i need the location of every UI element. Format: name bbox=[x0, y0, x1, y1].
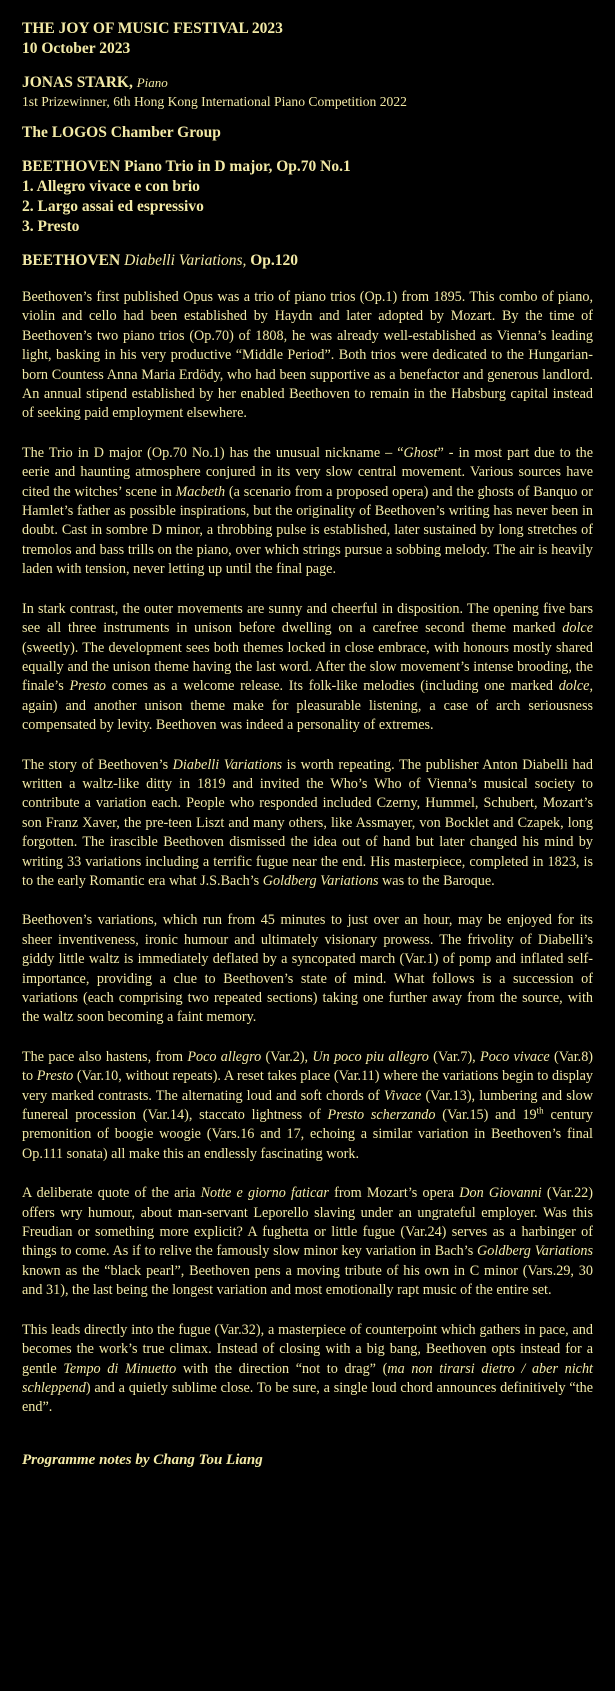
paragraph-2 bbox=[22, 444, 593, 580]
text-run-italic: Tempo di Minuetto bbox=[63, 1360, 177, 1377]
text-run: (Var.13), lumbering and slow funereal procession (Var.14), staccato lightness of bbox=[22, 1087, 593, 1124]
text-run-italic: Poco allegro bbox=[187, 1048, 262, 1065]
text-run-italic: Presto scherzando bbox=[327, 1107, 436, 1124]
movement-3: 3. Presto bbox=[22, 218, 80, 235]
programme-notes-credit: Programme notes by Chang Tou Liang bbox=[22, 1451, 263, 1468]
text-run: (Var.15) and 19 bbox=[435, 1107, 537, 1124]
performer-award: 1st Prizewinner, 6th Hong Kong International Piano Competition 2022 bbox=[22, 94, 407, 109]
text-run: (sweetly). The development sees both themes locked in close embrace, with honours mostly shared equally and the unison theme having the last word. After the slow movement’s intense brooding, the finale’s bbox=[22, 639, 593, 695]
work2-opus: Op.120 bbox=[250, 252, 299, 269]
work1-title: BEETHOVEN Piano Trio in D major, Op.70 No.1 bbox=[22, 158, 351, 175]
work2-title bbox=[22, 251, 593, 271]
text-run: , again) and another unison theme make for pleasurable listening, a case of arch seriousness compensated by levity. Beethoven was indeed a personality of extremes. bbox=[22, 678, 593, 734]
performer-role: Piano bbox=[136, 75, 168, 90]
text-run: known as the “black pearl”, Beethoven pens a moving tribute of his own in C minor (Vars.29, 30 and 31), the last being the longest variation and most emotionally rapt music of the entire set. bbox=[22, 1262, 593, 1299]
text-run: The story of Beethoven’s bbox=[22, 756, 173, 773]
ensemble-name: The LOGOS Chamber Group bbox=[22, 124, 221, 141]
performer-line bbox=[22, 73, 593, 93]
text-run-italic: Presto bbox=[36, 1068, 74, 1085]
paragraph-6 bbox=[22, 1048, 593, 1164]
text-run: A deliberate quote of the aria bbox=[22, 1185, 201, 1202]
paragraph-7 bbox=[22, 1184, 593, 1300]
text-run-italic: Ghost bbox=[403, 444, 438, 461]
text-run-italic: Presto bbox=[69, 678, 106, 695]
movement-2: 2. Largo assai ed espressivo bbox=[22, 198, 204, 215]
text-run-italic: Diabelli Variations bbox=[172, 756, 283, 773]
text-run-italic: Don Giovanni bbox=[459, 1185, 542, 1202]
work2-composer: BEETHOVEN bbox=[22, 252, 121, 269]
movement-1: 1. Allegro vivace e con brio bbox=[22, 178, 200, 195]
text-run: The Trio in D major (Op.70 No.1) has the unusual nickname – “ bbox=[22, 444, 404, 461]
text-run-italic: Un poco piu allegro bbox=[312, 1048, 429, 1065]
concert-date: 10 October 2023 bbox=[22, 40, 131, 57]
text-run: is worth repeating. The publisher Anton Diabelli had written a waltz-like ditty in 1819 and invited the Who’s Who of Vienna’s musical society to contribute a variation each. People who responded included Czerny, Hummel, Schubert, Mozart’s son Franz Xaver, the pre-teen Liszt and many others, like Assmayer, von Bocklet and Czapek, long forgotten. The irascible Beethoven dismissed the idea out of hand but later changed his mind by writing 33 variations including a terrific fugue near the end. His masterpiece, completed in 1823, is to the early Romantic era what J.S.Bach’s bbox=[22, 756, 593, 889]
paragraph-8 bbox=[22, 1321, 593, 1418]
performer-name: JONAS STARK, bbox=[22, 74, 133, 91]
text-run-italic: Notte e giorno faticar bbox=[200, 1185, 329, 1202]
text-run: (Var.22) offers wry humour, about man-servant Leporello slaving under an ungrateful employer. Was this Freudian or something more explicit? A fughetta or little fugue (Var.24) serves as a harbinger of things to come. As if to relive the famously slow minor key variation in Bach’s bbox=[22, 1185, 593, 1260]
festival-title: THE JOY OF MUSIC FESTIVAL 2023 bbox=[22, 20, 283, 37]
text-run: with the direction “not to drag” ( bbox=[176, 1360, 388, 1377]
work2-name: Diabelli Variations, bbox=[124, 252, 247, 269]
text-run: The pace also hastens, from bbox=[22, 1048, 188, 1065]
text-run: century premonition of boogie woogie (Vars.16 and 17, echoing a similar variation in Beethoven’s final Op.111 sonata) all make this an endlessly fascinating work. bbox=[22, 1107, 593, 1162]
text-run-italic: dolce bbox=[558, 678, 590, 695]
paragraph-1: Beethoven’s first published Opus was a trio of piano trios (Op.1) from 1895. This combo of piano, violin and cello had been established by Haydn and later adopted by Mozart. By the time of Beethoven’s two piano trios (Op.70) of 1808, he was already well-established as Vienna’s leading light, basking in his very productive “Middle Period”. Both trios were dedicated to the Hungarian-born Countess Anna Maria Erdödy, who had been supportive as a benefactor and generous landlord. An annual stipend established by her enabled Beethoven to remain in the Habsburg capital instead of seeking paid employment elsewhere. bbox=[22, 289, 593, 422]
text-run: (Var.7), bbox=[428, 1048, 481, 1065]
text-run: from Mozart’s opera bbox=[328, 1185, 460, 1202]
text-run: In stark contrast, the outer movements are sunny and cheerful in disposition. The opening five bars see all three instruments in unison before dwelling on a carefree second theme marked bbox=[22, 600, 593, 637]
paragraph-5: Beethoven’s variations, which run from 45 minutes to just over an hour, may be enjoyed for its sheer inventiveness, ironic humour and ultimately visionary prowess. The frivolity of Diabelli’s giddy little waltz is immediately deflated by a syncopated march (Var.1) of pomp and inflated self-importance, providing a clue to Beethoven’s state of mind. What follows is a succession of variations (each comprising two repeated sections) taking one further away from the source, with the waltz soon becoming a faint memory. bbox=[22, 912, 593, 1026]
text-run: (Var.8) to bbox=[22, 1048, 594, 1085]
text-run-italic: dolce bbox=[562, 620, 593, 637]
text-run: (a scenario from a proposed opera) and the ghosts of Banquo or Hamlet’s father as possible inspirations, but the originality of Beethoven’s writing has never been in doubt. Cast in sombre D minor, a throbbing pulse is established, later sustained by long stretches of tremolos and bass trills on the piano, over which strings pursue a sobbing melody. The air is heavily laden with tension, never letting up until the final page. bbox=[22, 483, 593, 578]
text-run-italic: Macbeth bbox=[175, 483, 226, 500]
text-run: (Var.2), bbox=[261, 1048, 313, 1065]
paragraph-3 bbox=[22, 600, 593, 736]
text-run: This leads directly into the fugue (Var.32), a masterpiece of counterpoint which gathers in pace, and becomes the work’s true climax. Instead of closing with a big bang, Beethoven opts instead for a gentle bbox=[22, 1321, 593, 1377]
text-run-italic: Poco vivace bbox=[480, 1048, 550, 1065]
text-run-italic: Goldberg Variations bbox=[477, 1243, 593, 1260]
text-run-italic: ma non tirarsi dietro / aber nicht schleppend bbox=[22, 1360, 593, 1396]
superscript: th bbox=[536, 1105, 544, 1116]
text-run-italic: Goldberg Variations bbox=[262, 872, 379, 889]
text-run: was to the Baroque. bbox=[378, 872, 495, 889]
text-run: comes as a welcome release. Its folk-like melodies (including one marked bbox=[106, 678, 559, 695]
text-run: ” - in most part due to the eerie and haunting atmosphere conjured in its very slow central movement. Various sources have cited the witches’ scene in bbox=[22, 444, 593, 500]
text-run-italic: Vivace bbox=[383, 1087, 422, 1104]
text-run: ) and a quietly sublime close. To be sure, a single loud chord announces definitively “the end”. bbox=[22, 1379, 593, 1416]
text-run: (Var.10, without repeats). A reset takes place (Var.11) where the variations begin to display very marked contrasts. The alternating loud and soft chords of bbox=[22, 1068, 593, 1104]
paragraph-4 bbox=[22, 756, 593, 892]
